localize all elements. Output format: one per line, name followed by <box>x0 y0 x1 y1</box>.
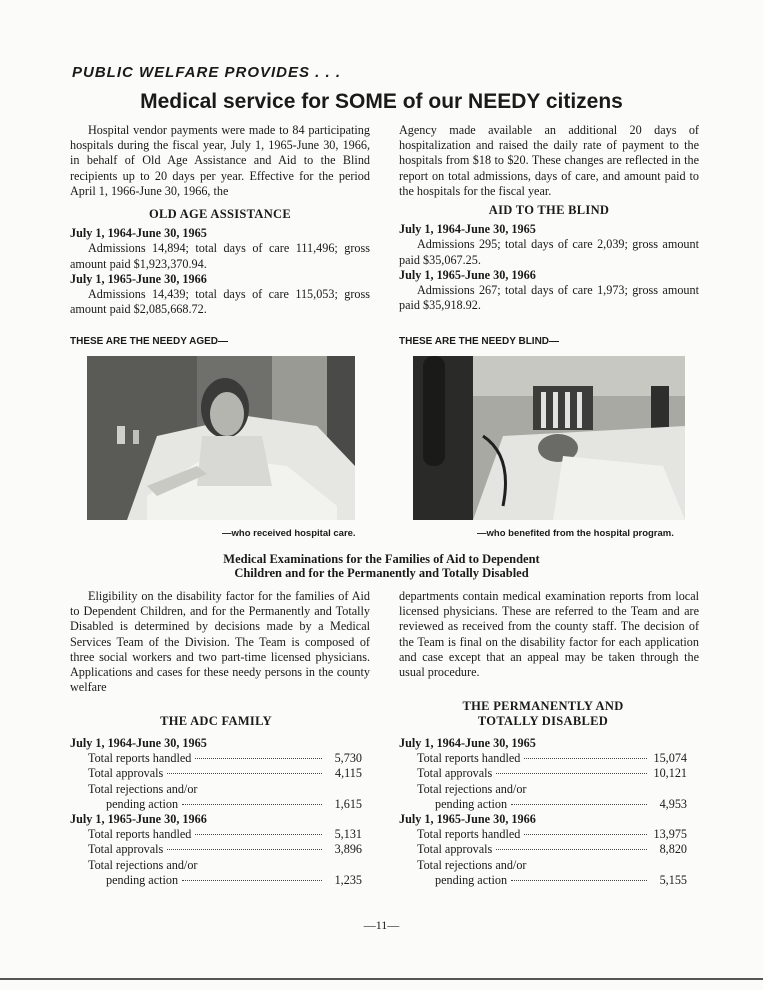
exams-paragraph-left: Eligibility on the disability factor for the families of Aid to Dependent Children, and for the Permanently and Totally Disabled is determined by decisions made by a Medical Services Team of the Division. The Team is composed of three social workers and two part-time licensed physicians. Applications and cases for these needy persons in the county welfare <box>70 589 370 695</box>
row-value: 1,615 <box>334 796 362 811</box>
leader-dots <box>511 879 647 881</box>
bottom-rule <box>0 978 763 980</box>
row-value: 4,953 <box>659 796 687 811</box>
row-label: Total rejections and/or <box>417 781 527 796</box>
ptd-p1-rejections-row <box>399 797 687 812</box>
adc-p1-handled-row <box>70 751 362 766</box>
section-kicker: PUBLIC WELFARE PROVIDES . . . <box>72 64 342 81</box>
ptd-period2-date: July 1, 1965-June 30, 1966 <box>399 812 536 827</box>
row-label: Total reports handled <box>417 751 521 766</box>
adc-p1-approvals-row <box>70 766 362 781</box>
page-number: —11— <box>363 918 400 932</box>
exams-left-column <box>70 589 370 695</box>
oaa-period1-text: Admissions 14,894; total days of care 111,496; gross amount paid $1,923,370.94. <box>70 241 370 271</box>
adc-p2-approvals-row <box>70 842 362 857</box>
leader-dots <box>524 833 647 835</box>
ptd-p2-rejections-row <box>399 873 687 888</box>
needy-blind-caption: —who benefited from the hospital program. <box>477 528 674 539</box>
leader-dots <box>496 848 647 850</box>
row-value: 5,155 <box>659 872 687 887</box>
leader-dots <box>167 848 322 850</box>
row-value: 1,235 <box>334 872 362 887</box>
blind-period1-date: July 1, 1964-June 30, 1965 <box>399 222 536 237</box>
row-label: Total approvals <box>88 842 164 857</box>
blind-period2-date: July 1, 1965-June 30, 1966 <box>399 267 536 282</box>
oaa-heading: OLD AGE ASSISTANCE <box>148 207 292 222</box>
row-value: 15,074 <box>653 751 687 766</box>
row-value: 13,975 <box>653 827 687 842</box>
adc-p1-rejections-row <box>70 797 362 812</box>
blind-period1-text: Admissions 295; total days of care 2,039; gross amount paid $35,067.25. <box>399 237 699 267</box>
intro-left-column <box>70 123 370 317</box>
leader-dots <box>195 757 322 759</box>
row-label: Total reports handled <box>88 751 192 766</box>
adc-period2-date: July 1, 1965-June 30, 1966 <box>70 812 207 827</box>
row-value: 5,131 <box>334 827 362 842</box>
row-label: Total rejections and/or <box>417 857 527 872</box>
ptd-period1-date: July 1, 1964-June 30, 1965 <box>399 736 536 750</box>
intro-paragraph-left: Hospital vendor payments were made to 84 participating hospitals during the fiscal year, July 1, 1965-June 30, 1966, in behalf of Old Age Assistance and Aid to the Blind recipients up to 20 days per year. Effective for the period April 1, 1966-June 30, 1966, the <box>70 123 370 198</box>
needy-aged-photo <box>87 356 355 520</box>
leader-dots <box>182 879 322 881</box>
row-value: 5,730 <box>334 751 362 766</box>
row-label: pending action <box>106 796 179 811</box>
adc-heading: THE ADC FAMILY <box>160 714 272 728</box>
leader-dots <box>182 803 322 805</box>
ptd-p2-handled-row <box>399 827 687 842</box>
row-value: 10,121 <box>653 766 687 781</box>
adc-p2-rejections-row <box>70 873 362 888</box>
blind-period2-text: Admissions 267; total days of care 1,973; gross amount paid $35,918.92. <box>399 283 699 313</box>
oaa-period2-text: Admissions 14,439; total days of care 115,053; gross amount paid $2,085,668.72. <box>70 287 370 317</box>
leader-dots <box>511 803 647 805</box>
intro-paragraph-right: Agency made available an additional 20 days of hospitalization and raised the daily rate of payment to the hospitals from $18 to $20. These changes are reflected in the report on total admissions, days of care, and amount paid to the hospitals for the fiscal year. <box>399 123 699 198</box>
page-title: Medical service for SOME of our NEEDY citizens <box>140 90 623 113</box>
row-label: pending action <box>106 872 179 887</box>
row-label: Total reports handled <box>417 827 521 842</box>
oaa-period1-date: July 1, 1964-June 30, 1965 <box>70 226 207 241</box>
intro-right-column <box>399 123 699 313</box>
needy-blind-photo <box>413 356 685 520</box>
exams-paragraph-right: departments contain medical examination reports from local licensed physicians. These are referred to the Team and are reviewed as received from the county staff. The decision of the Team is final on the disability factor for each application and case except that an appeal may be taken through the usual procedure. <box>399 589 699 680</box>
row-label: pending action <box>435 796 508 811</box>
exams-right-column <box>399 589 699 680</box>
row-label: Total reports handled <box>88 827 192 842</box>
leader-dots <box>167 772 322 774</box>
exams-heading-line2: Children and for the Permanently and Totally Disabled <box>234 566 529 580</box>
ptd-p1-handled-row <box>399 751 687 766</box>
row-label: Total approvals <box>417 842 493 857</box>
leader-dots <box>496 772 647 774</box>
row-label: Total approvals <box>417 766 493 781</box>
ptd-p1-approvals-row <box>399 766 687 781</box>
row-label: pending action <box>435 872 508 887</box>
row-label: Total rejections and/or <box>88 781 198 796</box>
adc-period1-date: July 1, 1964-June 30, 1965 <box>70 736 207 750</box>
needy-aged-heading: THESE ARE THE NEEDY AGED— <box>70 336 228 347</box>
needy-blind-heading: THESE ARE THE NEEDY BLIND— <box>399 336 560 347</box>
row-label: Total rejections and/or <box>88 857 198 872</box>
blind-heading: AID TO THE BLIND <box>488 203 610 218</box>
adc-stats <box>70 714 362 888</box>
ptd-stats <box>399 699 687 888</box>
ptd-p2-approvals-row <box>399 842 687 857</box>
row-value: 4,115 <box>335 766 362 781</box>
leader-dots <box>524 757 647 759</box>
row-label: Total approvals <box>88 766 164 781</box>
adc-p2-handled-row <box>70 827 362 842</box>
row-value: 3,896 <box>334 842 362 857</box>
ptd-heading-line1: THE PERMANENTLY AND <box>462 699 624 713</box>
leader-dots <box>195 833 322 835</box>
ptd-heading-line2: TOTALLY DISABLED <box>477 714 609 728</box>
oaa-period2-date: July 1, 1965-June 30, 1966 <box>70 271 207 286</box>
exams-heading-line1: Medical Examinations for the Families of Aid to Dependent <box>223 552 540 566</box>
needy-aged-caption: —who received hospital care. <box>222 528 356 539</box>
row-value: 8,820 <box>659 842 687 857</box>
